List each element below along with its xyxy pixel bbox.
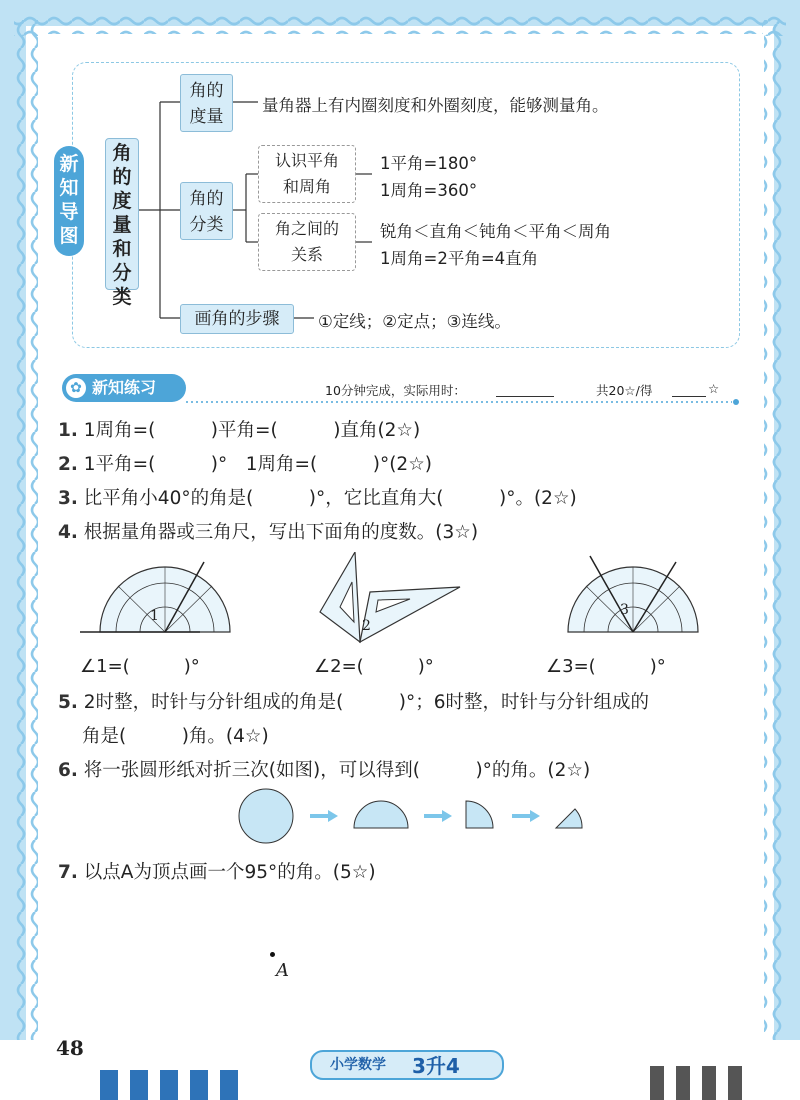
badge-char: 图	[59, 225, 79, 247]
protractor-figure-1	[80, 552, 250, 642]
angle-3-answer: ∠3=( )°	[546, 656, 666, 677]
grade-label: 3升4	[412, 1054, 460, 1078]
question-text: 将一张圆形纸对折三次(如图)，可以得到( )°的角。(2☆)	[83, 760, 591, 781]
question-number: 6.	[58, 760, 78, 781]
question-number: 1.	[58, 420, 78, 441]
question-2	[58, 450, 432, 476]
section-dotted-line	[186, 398, 742, 406]
badge-char: 知	[59, 177, 79, 199]
leaf-line: 关系	[290, 245, 323, 264]
practice-section-tag: 新知练习	[62, 374, 186, 402]
angle-mark-2: 2	[362, 618, 371, 634]
straight-full-angle-node	[258, 145, 356, 203]
angle-mark-3: 3	[620, 602, 629, 618]
main-node-char: 量	[112, 214, 132, 236]
main-node-char: 和	[112, 238, 132, 260]
classify-node-line: 角的	[189, 189, 224, 209]
straight-angle-fact: 1平角=180°	[380, 154, 478, 173]
flower-icon: ✿	[66, 378, 86, 398]
main-node-char: 的	[112, 166, 132, 188]
leaf-line: 认识平角	[274, 151, 339, 170]
classify-node	[180, 182, 233, 240]
book-title: 小学数学	[330, 1057, 386, 1073]
leaf-line: 和周角	[282, 177, 331, 196]
measure-node	[180, 74, 233, 132]
main-node-char: 类	[112, 286, 132, 308]
question-number: 3.	[58, 488, 78, 509]
question-5	[58, 688, 649, 714]
measure-node-line: 度量	[189, 107, 224, 127]
main-node-char: 度	[112, 190, 132, 212]
timer-label: 10分钟完成，实际用时：	[325, 383, 466, 398]
drawing-steps-node: 画角的步骤	[180, 304, 294, 334]
question-number: 7.	[58, 862, 78, 883]
drawing-steps-text: ①定线；②定点；③连线。	[318, 312, 511, 331]
angle-1-answer: ∠1=( )°	[80, 656, 200, 677]
angle-relations-node	[258, 213, 356, 271]
question-6	[58, 756, 590, 782]
measure-description: 量角器上有内圈刻度和外圈刻度，能够测量角。	[262, 96, 609, 115]
point-a-label: A	[276, 960, 289, 981]
angle-2-answer: ∠2=( )°	[314, 656, 434, 677]
protractor-figure-3	[548, 552, 718, 642]
question-number: 5.	[58, 692, 78, 713]
question-number: 4.	[58, 522, 78, 543]
point-a-dot[interactable]	[270, 952, 275, 957]
badge-char: 新	[59, 153, 79, 175]
angle-equivalence-fact: 1周角=2平角=4直角	[380, 249, 539, 268]
question-text: 比平角小40°的角是( )°，它比直角大( )°。(2☆)	[83, 488, 577, 509]
score-blank[interactable]	[672, 396, 706, 397]
question-text: 根据量角器或三角尺，写出下面角的度数。(3☆)	[83, 522, 479, 543]
question-text: 以点A为顶点画一个95°的角。(5☆)	[83, 862, 376, 883]
main-node-char: 分	[112, 262, 132, 284]
question-number: 2.	[58, 454, 78, 475]
question-5-continued: 角是( )角。(4☆)	[82, 726, 269, 747]
score-star: ☆	[708, 381, 720, 396]
angle-mark-1: 1	[150, 608, 159, 624]
time-used-blank[interactable]	[496, 396, 554, 397]
leaf-line: 角之间的	[274, 219, 339, 238]
main-node-char: 角	[112, 142, 132, 164]
angle-order-fact: 锐角＜直角＜钝角＜平角＜周角	[380, 222, 611, 241]
classify-node-line: 分类	[189, 215, 224, 235]
triangle-ruler-figure	[310, 552, 470, 652]
question-7	[58, 858, 376, 884]
question-text: 1周角=( )平角=( )直角(2☆)	[83, 420, 421, 441]
question-3	[58, 484, 577, 510]
score-label: 共20☆/得	[596, 383, 653, 398]
question-text-line-1: 2时整，时针与分针组成的角是( )°；6时整，时针与分针组成的	[83, 692, 650, 713]
question-4	[58, 518, 478, 544]
full-angle-fact: 1周角=360°	[380, 181, 478, 200]
question-1	[58, 416, 420, 442]
measure-node-line: 角的	[189, 81, 224, 101]
paper-folding-diagram	[230, 786, 590, 846]
page-number: 48	[56, 1036, 84, 1060]
question-text: 1平角=( )° 1周角=( )°(2☆)	[83, 454, 433, 475]
badge-char: 导	[59, 201, 79, 223]
